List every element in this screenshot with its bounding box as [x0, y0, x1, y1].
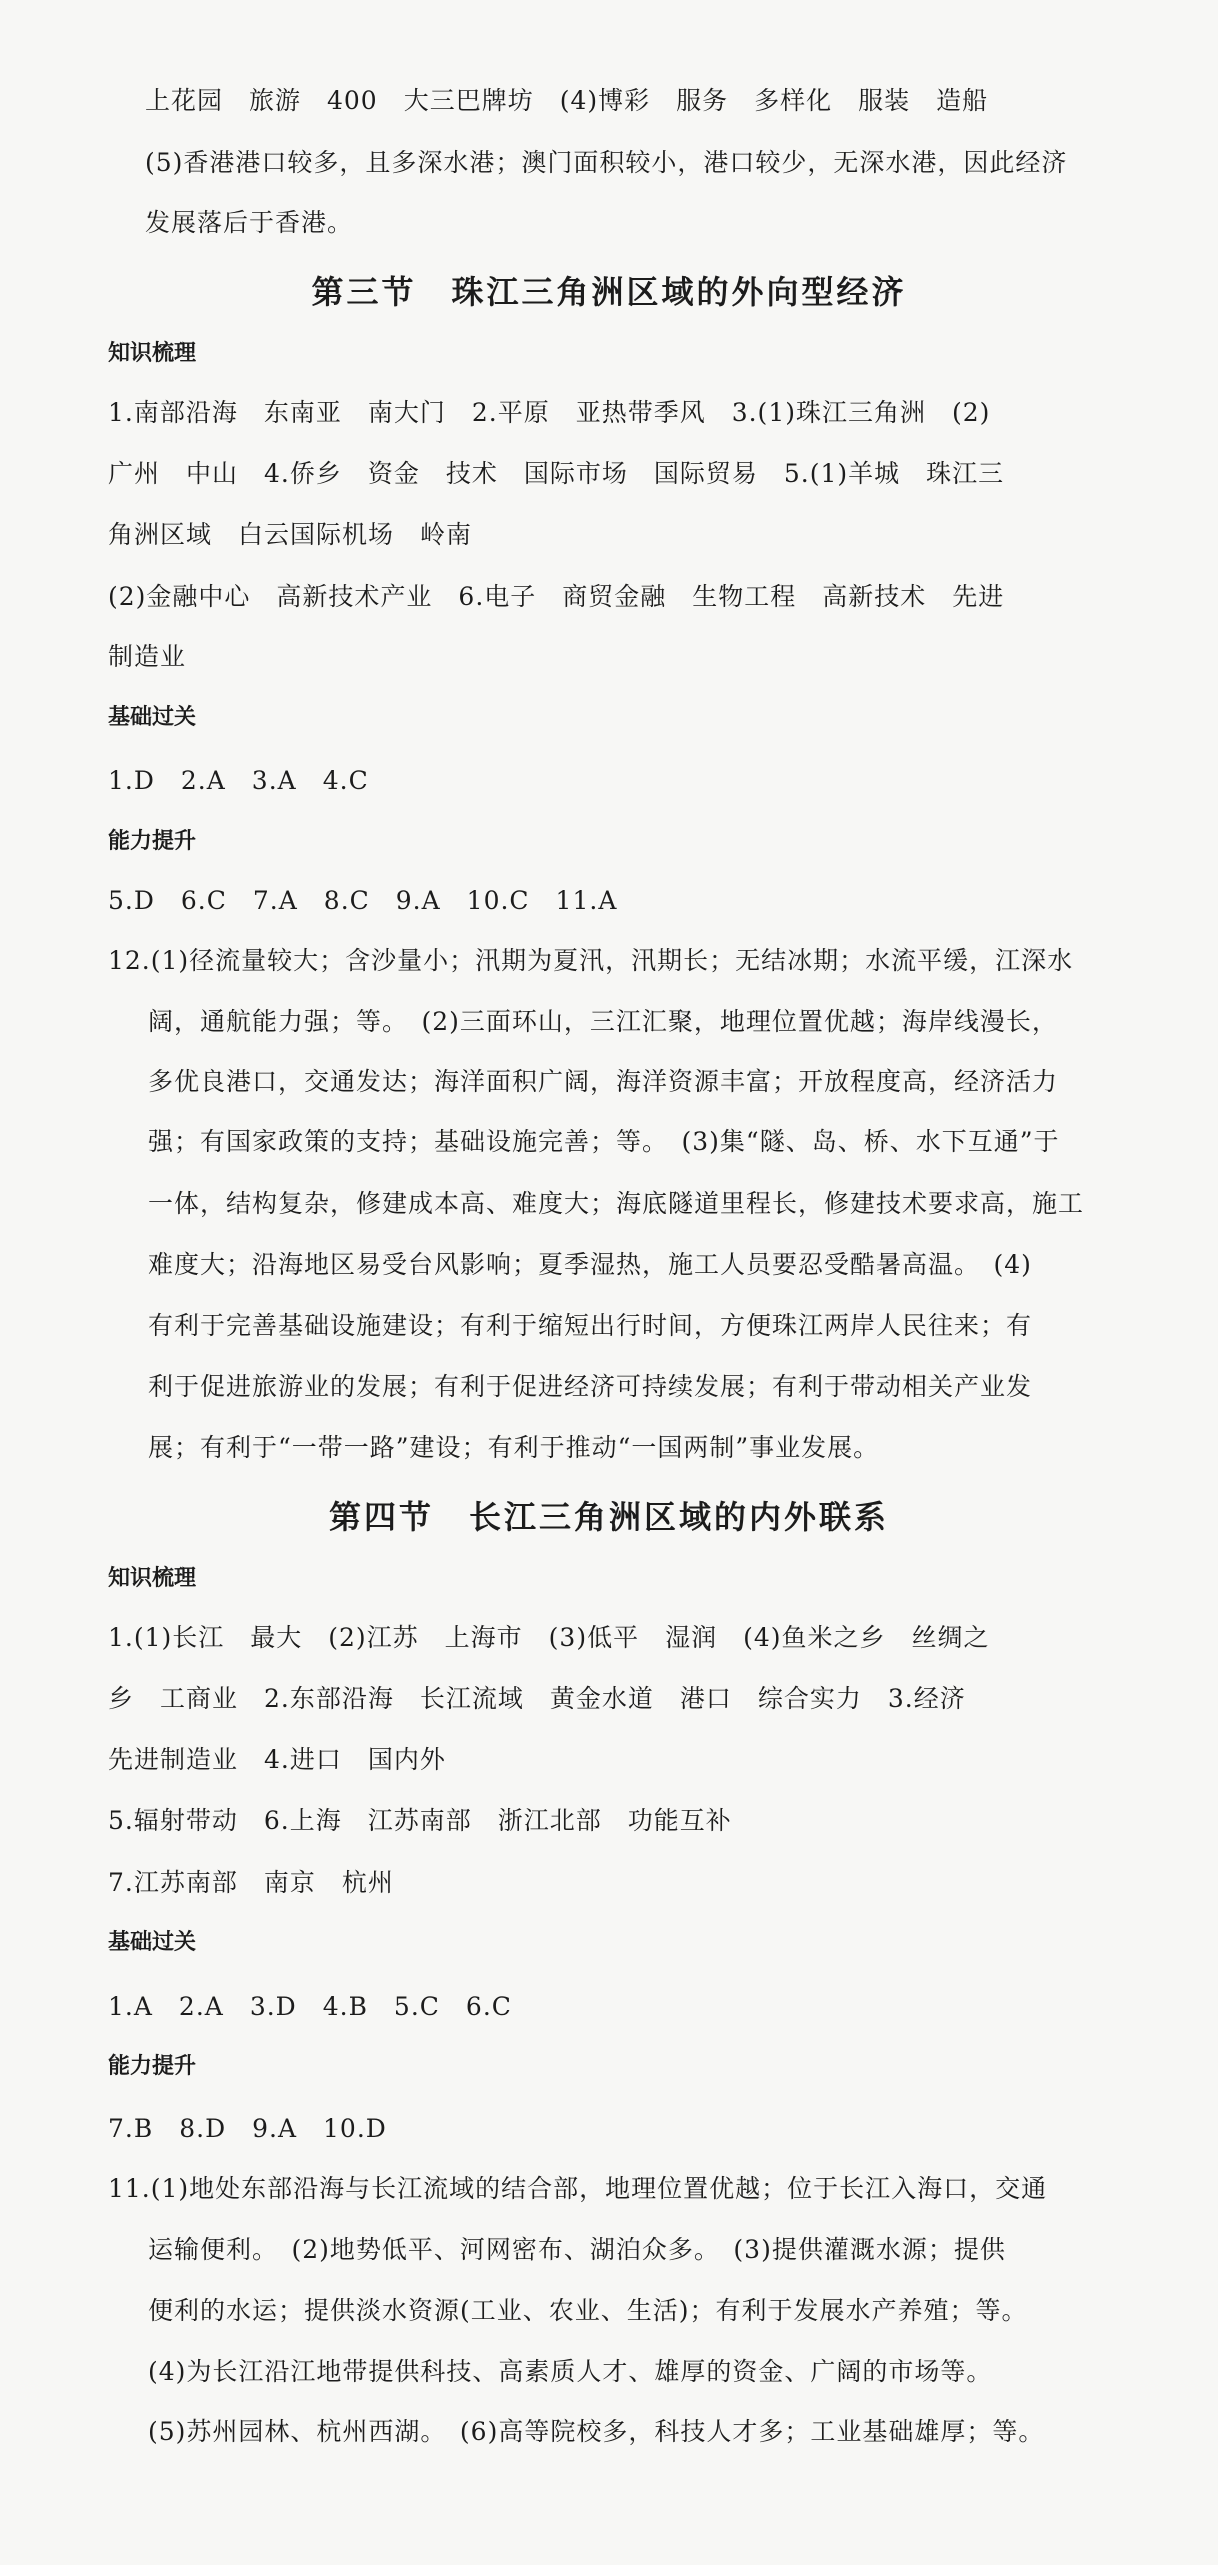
section4-title: 第四节 长江三角洲区域的内外联系	[328, 1498, 889, 1536]
section3-title: 第三节 珠江三角洲区域的外向型经济	[311, 273, 907, 311]
section3-knowledge-line-3: 角洲区域 白云国际机场 岭南	[108, 520, 473, 549]
section3-knowledge-line-1: 1.南部沿海 东南亚 南大门 2.平原 亚热带季风 3.(1)珠江三角洲 (2)	[108, 398, 991, 427]
section4-basic-answers: 1.A 2.A 3.D 4.B 5.C 6.C	[108, 1992, 512, 2021]
top-line-2: (5)香港港口较多，且多深水港；澳门面积较小，港口较少，无深水港，因此经济	[145, 148, 1068, 177]
section3-q12-line-9: 展；有利于“一带一路”建设；有利于推动“一国两制”事业发展。	[148, 1433, 880, 1462]
section3-heading-basic: 基础过关	[108, 705, 197, 730]
section3-knowledge-line-2: 广州 中山 4.侨乡 资金 技术 国际市场 国际贸易 5.(1)羊城 珠江三	[108, 459, 1005, 488]
section4-heading-basic: 基础过关	[108, 1930, 197, 1955]
section3-knowledge-line-4: (2)金融中心 高新技术产业 6.电子 商贸金融 生物工程 高新技术 先进	[108, 582, 1005, 611]
section3-ability-answers: 5.D 6.C 7.A 8.C 9.A 10.C 11.A	[108, 886, 618, 915]
section3-heading-ability: 能力提升	[108, 829, 197, 854]
section3-knowledge-line-5: 制造业	[108, 642, 187, 671]
section4-heading-knowledge: 知识梳理	[108, 1566, 197, 1591]
section4-q11-line-5: (5)苏州园林、杭州西湖。 (6)高等院校多，科技人才多；工业基础雄厚；等。	[148, 2417, 1045, 2446]
section4-knowledge-line-3: 先进制造业 4.进口 国内外	[108, 1745, 446, 1774]
section4-q11-line-4: (4)为长江沿江地带提供科技、高素质人才、雄厚的资金、广阔的市场等。	[148, 2357, 993, 2386]
section4-heading-ability: 能力提升	[108, 2054, 197, 2079]
section3-q12-line-4: 强；有国家政策的支持；基础设施完善；等。 (3)集“隧、岛、桥、水下互通”于	[148, 1127, 1060, 1156]
section4-q11-line-3: 便利的水运；提供淡水资源(工业、农业、生活)；有利于发展水产养殖；等。	[148, 2296, 1028, 2325]
section4-knowledge-line-1: 1.(1)长江 最大 (2)江苏 上海市 (3)低平 湿润 (4)鱼米之乡 丝绸之	[108, 1623, 990, 1652]
section4-ability-answers: 7.B 8.D 9.A 10.D	[108, 2114, 387, 2143]
section3-q12-line-7: 有利于完善基础设施建设；有利于缩短出行时间，方便珠江两岸人民往来；有	[148, 1311, 1033, 1340]
top-line-1: 上花园 旅游 400 大三巴牌坊 (4)博彩 服务 多样化 服装 造船	[145, 86, 989, 115]
section3-basic-answers: 1.D 2.A 3.A 4.C	[108, 766, 369, 795]
section3-q12-line-3: 多优良港口，交通发达；海洋面积广阔，海洋资源丰富；开放程度高，经济活力	[148, 1067, 1059, 1096]
section4-knowledge-line-2: 乡 工商业 2.东部沿海 长江流域 黄金水道 港口 综合实力 3.经济	[108, 1684, 966, 1713]
section4-q11-line-2: 运输便利。 (2)地势低平、河网密布、湖泊众多。 (3)提供灌溉水源；提供	[148, 2235, 1006, 2264]
section3-heading-knowledge: 知识梳理	[108, 341, 197, 366]
section3-q12-line-5: 一体，结构复杂，修建成本高、难度大；海底隧道里程长，修建技术要求高，施工	[148, 1189, 1085, 1218]
section4-knowledge-line-4: 5.辐射带动 6.上海 江苏南部 浙江北部 功能互补	[108, 1806, 732, 1835]
section3-q12-line-8: 利于促进旅游业的发展；有利于促进经济可持续发展；有利于带动相关产业发	[148, 1372, 1033, 1401]
top-line-3: 发展落后于香港。	[145, 208, 354, 237]
section4-knowledge-line-5: 7.江苏南部 南京 杭州	[108, 1868, 394, 1897]
section3-q12-line-2: 阔，通航能力强；等。 (2)三面环山，三江汇聚，地理位置优越；海岸线漫长，	[148, 1007, 1058, 1036]
section3-q12-line-1: 12.(1)径流量较大；含沙量小；汛期为夏汛，汛期长；无结冰期；水流平缓，江深水	[108, 946, 1074, 975]
section3-q12-line-6: 难度大；沿海地区易受台风影响；夏季湿热，施工人员要忍受酷暑高温。 (4)	[148, 1250, 1032, 1279]
section4-q11-line-1: 11.(1)地处东部沿海与长江流域的结合部，地理位置优越；位于长江入海口，交通	[108, 2174, 1048, 2203]
